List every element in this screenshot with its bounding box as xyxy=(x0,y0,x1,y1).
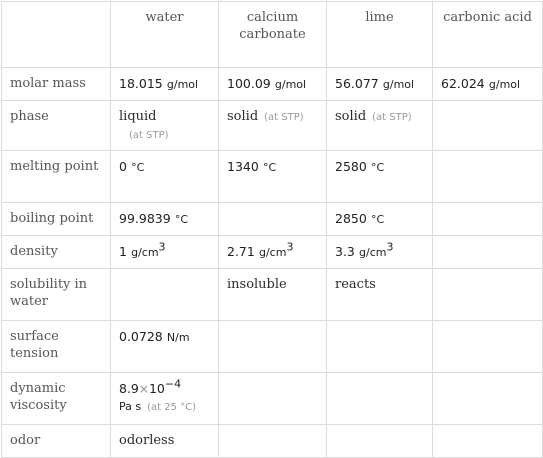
cell-value: 0.0728 xyxy=(119,329,163,344)
table-cell xyxy=(433,269,543,321)
cell-value: 0 xyxy=(119,159,127,174)
table-cell xyxy=(327,373,433,425)
table-cell xyxy=(219,269,327,321)
table-cell xyxy=(219,203,327,236)
cell-value: 2580 xyxy=(335,159,367,174)
cell-unit: g/mol xyxy=(488,78,521,91)
row-label: surface tension xyxy=(2,321,111,373)
table-cell xyxy=(111,151,219,203)
cell-note: (at 25 °C) xyxy=(147,402,197,413)
row-label: solubility in water xyxy=(2,269,111,321)
table-cell xyxy=(219,425,327,458)
table-cell xyxy=(433,321,543,373)
cell-unit: g/cm xyxy=(131,246,159,259)
properties-table xyxy=(1,1,543,458)
table-row xyxy=(2,101,543,151)
cell-unit: g/mol xyxy=(166,78,199,91)
cell-note: (at STP) xyxy=(129,130,169,141)
cell-value: reacts xyxy=(335,277,376,292)
table-cell xyxy=(219,68,327,101)
row-label: density xyxy=(2,236,111,269)
table-cell xyxy=(327,68,433,101)
table-row xyxy=(2,425,543,458)
table-cell xyxy=(327,425,433,458)
table-cell xyxy=(327,236,433,269)
cell-value: 62.024 xyxy=(441,76,485,91)
row-label: phase xyxy=(2,101,111,151)
cell-unit: °C xyxy=(262,161,277,174)
cell-value-base: 10 xyxy=(148,381,165,396)
cell-unit: °C xyxy=(370,161,385,174)
table-cell xyxy=(433,203,543,236)
cell-value: 1340 xyxy=(227,159,259,174)
cell-value: solid xyxy=(335,109,367,124)
cell-value: 1 xyxy=(119,244,127,259)
row-label: boiling point xyxy=(2,203,111,236)
cell-unit-exponent: 3 xyxy=(158,240,166,254)
table-cell xyxy=(111,321,219,373)
cell-value: 18.015 xyxy=(119,76,163,91)
table-cell xyxy=(111,203,219,236)
table-cell xyxy=(433,68,543,101)
header-empty-cell xyxy=(2,2,111,68)
table-cell xyxy=(433,373,543,425)
table-row xyxy=(2,236,543,269)
table-cell xyxy=(111,425,219,458)
cell-note: (at STP) xyxy=(264,112,304,123)
cell-unit: °C xyxy=(174,213,189,226)
cell-value: liquid xyxy=(119,109,157,124)
table-cell xyxy=(327,203,433,236)
cell-unit: g/cm xyxy=(359,246,387,259)
table-cell xyxy=(219,101,327,151)
table-cell xyxy=(327,321,433,373)
row-label: dynamic viscosity xyxy=(2,373,111,425)
cell-value: 2.71 xyxy=(227,244,255,259)
table-cell xyxy=(219,151,327,203)
table-cell xyxy=(433,425,543,458)
cell-value: 3.3 xyxy=(335,244,355,259)
cell-value: 2850 xyxy=(335,211,367,226)
cell-value: 99.9839 xyxy=(119,211,171,226)
cell-unit-exponent: 3 xyxy=(286,240,294,254)
table-cell xyxy=(219,373,327,425)
column-header-calcium-carbonate: calcium carbonate xyxy=(219,2,327,68)
cell-unit-exponent: 3 xyxy=(386,240,394,254)
row-label: melting point xyxy=(2,151,111,203)
table-cell xyxy=(327,269,433,321)
cell-value: insoluble xyxy=(227,277,287,292)
cell-unit: N/m xyxy=(166,331,190,344)
column-header-water: water xyxy=(111,2,219,68)
cell-value: odorless xyxy=(119,433,175,448)
column-header-lime: lime xyxy=(327,2,433,68)
cell-unit: Pa s xyxy=(119,400,142,413)
cell-unit: °C xyxy=(131,161,145,174)
table-row xyxy=(2,269,543,321)
cell-value: solid xyxy=(227,109,259,124)
cell-note: (at STP) xyxy=(372,112,412,123)
table-row xyxy=(2,68,543,101)
table-cell xyxy=(111,68,219,101)
table-cell xyxy=(433,151,543,203)
table-row xyxy=(2,321,543,373)
table-row xyxy=(2,203,543,236)
table-cell xyxy=(111,236,219,269)
cell-value: 100.09 xyxy=(227,76,271,91)
cell-unit: g/mol xyxy=(382,78,415,91)
table-cell xyxy=(111,101,219,151)
table-cell xyxy=(327,101,433,151)
cell-unit: g/mol xyxy=(274,78,307,91)
table-row xyxy=(2,373,543,425)
table-cell xyxy=(433,101,543,151)
cell-unit: °C xyxy=(370,213,385,226)
table-cell xyxy=(433,236,543,269)
cell-value-exponent: −4 xyxy=(164,377,182,391)
table-cell xyxy=(111,269,219,321)
times-sign: × xyxy=(138,382,149,396)
table-cell xyxy=(327,151,433,203)
table-cell xyxy=(111,373,219,425)
cell-unit: g/cm xyxy=(258,246,287,259)
cell-value-mantissa: 8.9 xyxy=(119,381,139,396)
header-row xyxy=(2,2,543,68)
table-row xyxy=(2,151,543,203)
row-label: odor xyxy=(2,425,111,458)
column-header-carbonic-acid: carbonic acid xyxy=(433,2,543,68)
row-label: molar mass xyxy=(2,68,111,101)
table-cell xyxy=(219,321,327,373)
table-cell xyxy=(219,236,327,269)
cell-value: 56.077 xyxy=(335,76,379,91)
